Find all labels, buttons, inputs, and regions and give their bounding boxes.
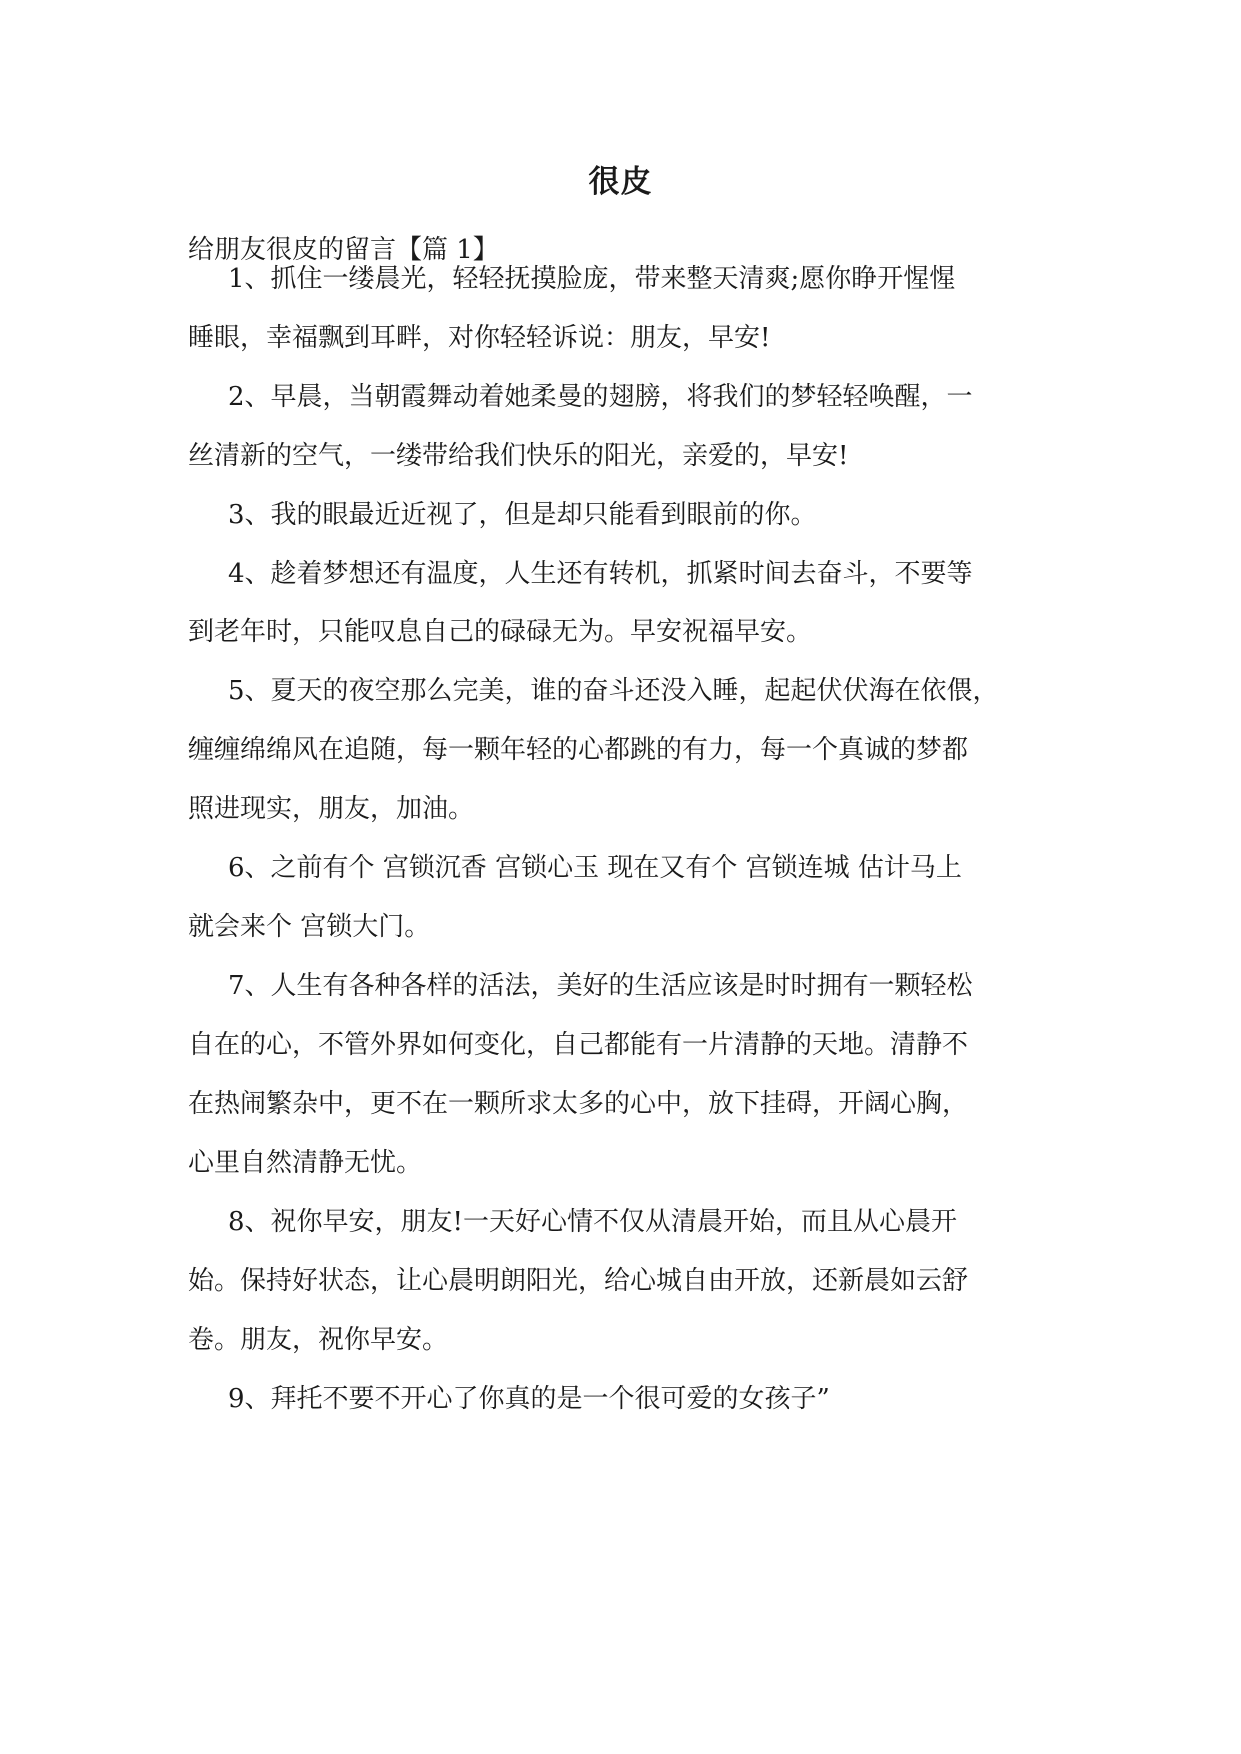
paragraph-1-line-2: 睡眼，幸福飘到耳畔，对你轻轻诉说：朋友，早安! <box>188 323 771 353</box>
paragraph-7-line-3: 在热闹繁杂中，更不在一颗所求太多的心中，放下挂碍，开阔心胸， <box>188 1089 969 1119</box>
paragraph-4-line-1: 4、趁着梦想还有温度，人生还有转机，抓紧时间去奋斗，不要等 <box>228 559 973 589</box>
paragraph-8-line-1: 8、祝你早安，朋友!一天好心情不仅从清晨开始，而且从心晨开 <box>228 1207 957 1237</box>
paragraph-3-line-1: 3、我的眼最近近视了，但是却只能看到眼前的你。 <box>228 500 817 530</box>
document-title: 很皮 <box>588 164 653 200</box>
paragraph-7-line-1: 7、人生有各种各样的活法，美好的生活应该是时时拥有一颗轻松 <box>228 971 973 1001</box>
paragraph-8-line-3: 卷。朋友，祝你早安。 <box>188 1325 449 1355</box>
paragraph-2-line-2: 丝清新的空气，一缕带给我们快乐的阳光，亲爱的，早安! <box>188 441 849 471</box>
paragraph-5-line-3: 照进现实，朋友，加油。 <box>188 794 475 824</box>
paragraph-8-line-2: 始。保持好状态，让心晨明朗阳光，给心城自由开放，还新晨如云舒 <box>188 1266 969 1296</box>
paragraph-4-line-2: 到老年时，只能叹息自己的碌碌无为。早安祝福早安。 <box>188 617 813 647</box>
paragraph-6-line-1: 6、之前有个 宫锁沉香 宫锁心玉 现在又有个 宫锁连城 估计马上 <box>228 853 962 883</box>
paragraph-6-line-2: 就会来个 宫锁大门。 <box>188 912 431 942</box>
paragraph-7-line-4: 心里自然清静无忧。 <box>188 1148 423 1178</box>
paragraph-5-line-1: 5、夏天的夜空那么完美，谁的奋斗还没入睡，起起伏伏海在依偎， <box>228 676 999 706</box>
paragraph-2-line-1: 2、早晨，当朝霞舞动着她柔曼的翅膀，将我们的梦轻轻唤醒，一 <box>228 382 973 412</box>
document-subtitle: 给朋友很皮的留言【篇 1】 <box>188 235 499 265</box>
paragraph-7-line-2: 自在的心，不管外界如何变化，自己都能有一片清静的天地。清静不 <box>188 1030 969 1060</box>
paragraph-1-line-1: 1、抓住一缕晨光，轻轻抚摸脸庞，带来整天清爽;愿你睁开惺惺 <box>228 264 956 294</box>
paragraph-5-line-2: 缠缠绵绵风在追随，每一颗年轻的心都跳的有力，每一个真诚的梦都 <box>188 735 969 765</box>
paragraph-9-line-1: 9、拜托不要不开心了你真的是一个很可爱的女孩子” <box>228 1384 830 1414</box>
